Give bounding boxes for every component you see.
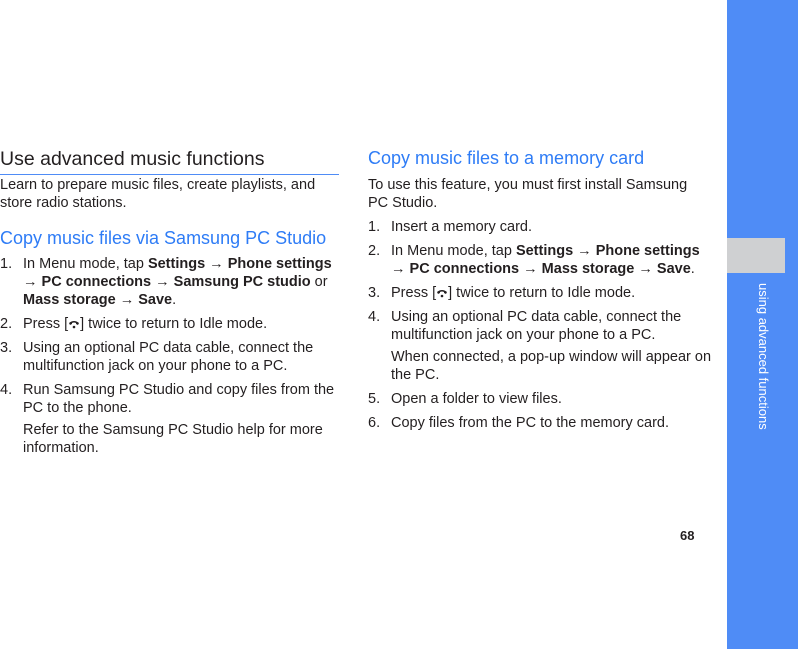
arrow: → — [634, 261, 657, 277]
step-text: Run Samsung PC Studio and copy files from the PC to the phone. — [23, 382, 335, 416]
menu-pc-connections: PC connections — [409, 261, 520, 277]
section-heading-memory-card: Copy music files to a memory card — [368, 148, 645, 168]
step-text: . — [690, 261, 695, 277]
menu-settings: Settings — [147, 256, 206, 272]
menu-pc-connections: PC connections — [41, 274, 152, 290]
step-text: Press [ — [391, 285, 437, 301]
step-number: 2. — [368, 243, 381, 259]
step-number: 4. — [368, 309, 381, 325]
step-note: When connected, a pop-up window will appear on the PC. — [391, 349, 712, 383]
menu-phone-settings: Phone settings — [595, 243, 700, 259]
intro-text: Learn to prepare music files, create playlists, and store radio stations. — [0, 177, 316, 211]
step-note: Refer to the Samsung PC Studio help for more information. — [23, 422, 323, 456]
menu-samsung-pc-studio: Samsung PC studio — [173, 274, 311, 290]
step-item — [0, 339, 340, 375]
step-item — [0, 315, 340, 333]
menu-save: Save — [138, 292, 173, 308]
end-call-key-icon — [436, 288, 448, 298]
arrow: → — [573, 243, 596, 259]
end-call-key-icon — [68, 319, 80, 329]
chapter-sidebar — [727, 0, 798, 649]
step-text: Insert a memory card. — [391, 219, 533, 235]
arrow: → — [205, 256, 228, 272]
step-item — [0, 381, 340, 457]
step-number: 3. — [0, 340, 13, 356]
step-item — [368, 414, 713, 432]
steps-list-pc-studio — [0, 255, 340, 463]
menu-mass-storage: Mass storage — [23, 292, 116, 308]
memory-card-intro-text: To use this feature, you must first install Samsung PC Studio. — [368, 177, 688, 211]
step-text: Using an optional PC data cable, connect the multifunction jack on your phone to a PC. — [23, 340, 314, 374]
step-text: Copy files from the PC to the memory card. — [391, 415, 670, 431]
menu-mass-storage: Mass storage — [541, 261, 635, 277]
section-heading-pc-studio: Copy music files via Samsung PC Studio — [0, 228, 327, 248]
page-title: Use advanced music functions — [0, 148, 339, 175]
step-text: Using an optional PC data cable, connect the multifunction jack on your phone to a PC. — [391, 309, 682, 343]
step-text: In Menu mode, tap — [23, 256, 148, 272]
step-item — [368, 308, 713, 384]
step-text: or — [310, 274, 328, 290]
step-text: ] twice to return to Idle mode. — [448, 285, 636, 301]
step-number: 2. — [0, 316, 13, 332]
step-item — [368, 390, 713, 408]
step-item — [0, 255, 340, 309]
step-number: 1. — [368, 219, 381, 235]
arrow: → — [23, 274, 42, 290]
step-number: 6. — [368, 415, 381, 431]
step-item — [368, 242, 713, 278]
page-number: 68 — [680, 528, 695, 543]
step-item — [368, 218, 713, 236]
step-text: . — [172, 292, 177, 308]
arrow: → — [519, 261, 542, 277]
step-text: Press [ — [23, 316, 69, 332]
chapter-tab-marker — [727, 238, 785, 273]
step-number: 5. — [368, 391, 381, 407]
step-number: 1. — [0, 256, 13, 272]
step-text: In Menu mode, tap — [391, 243, 516, 259]
arrow: → — [151, 274, 174, 290]
menu-save: Save — [656, 261, 691, 277]
step-item — [368, 284, 713, 302]
step-number: 3. — [368, 285, 381, 301]
chapter-label: using advanced functions — [756, 283, 771, 430]
step-number: 4. — [0, 382, 13, 398]
steps-list-memory-card — [368, 218, 713, 438]
menu-settings: Settings — [515, 243, 574, 259]
step-text: ] twice to return to Idle mode. — [80, 316, 268, 332]
step-text: Open a folder to view files. — [391, 391, 562, 407]
arrow: → — [115, 292, 139, 308]
arrow: → — [391, 261, 410, 277]
menu-phone-settings: Phone settings — [227, 256, 332, 272]
